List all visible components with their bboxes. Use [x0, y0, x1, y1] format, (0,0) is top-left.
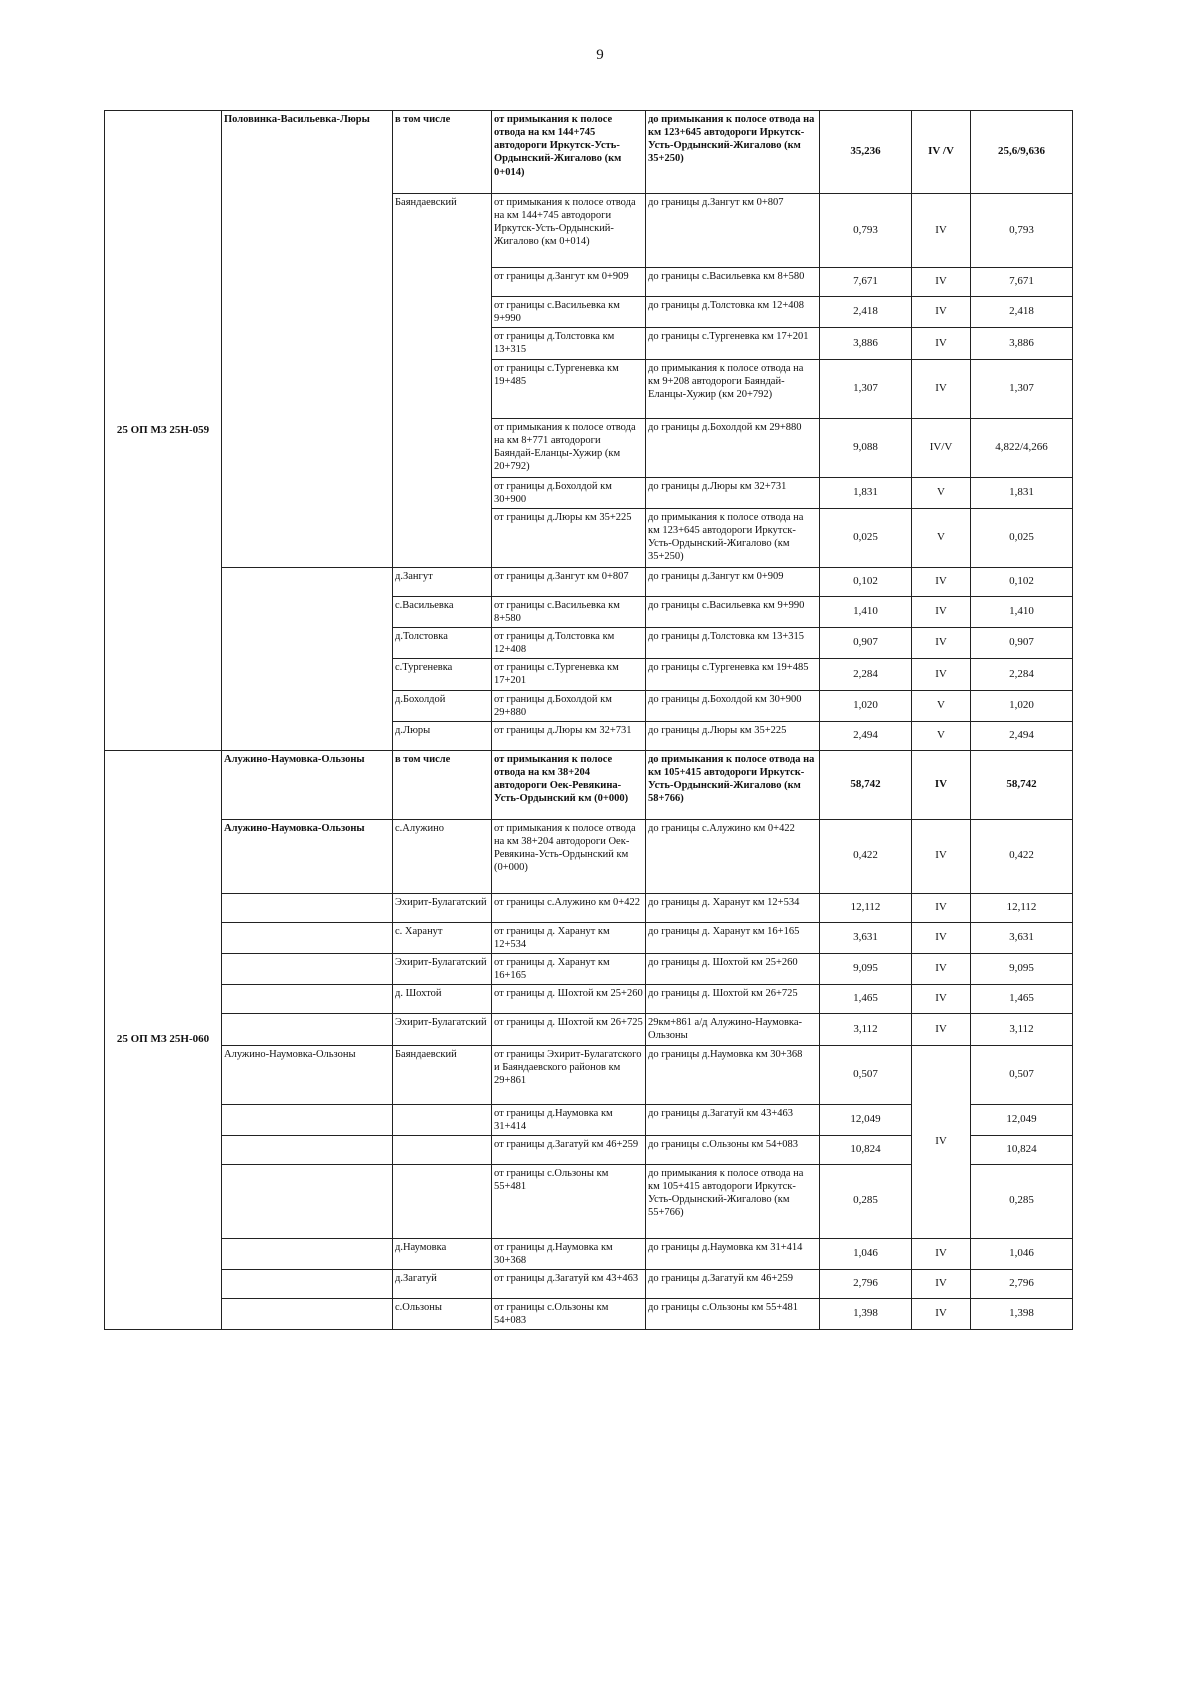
- road-name: Половинка-Васильевка-Люры: [222, 111, 393, 568]
- road-name: [222, 922, 393, 953]
- road-category: IV/V: [912, 418, 971, 477]
- segment-length: 58,742: [820, 750, 912, 819]
- segment-length: 1,020: [820, 690, 912, 721]
- section-name: [393, 1135, 492, 1164]
- surface-value: 9,095: [971, 954, 1073, 985]
- section-name: Эхирит-Булагатский: [393, 1014, 492, 1045]
- road-category: IV: [912, 922, 971, 953]
- segment-length: 3,112: [820, 1014, 912, 1045]
- surface-value: 0,507: [971, 1045, 1073, 1104]
- surface-value: 2,418: [971, 297, 1073, 328]
- segment-from: от примыкания к полосе отвода на км 38+204 автодороги Оек-Ревякина-Усть-Ордынский км (0+000): [492, 750, 646, 819]
- segment-from: от границы д.Бохолдой км 29+880: [492, 690, 646, 721]
- road-category: V: [912, 477, 971, 508]
- segment-length: 35,236: [820, 111, 912, 194]
- table-row: [105, 1045, 1073, 1104]
- road-category: IV: [912, 750, 971, 819]
- section-name: с. Харанут: [393, 922, 492, 953]
- segment-from: от границы с.Тургеневка км 19+485: [492, 359, 646, 418]
- segment-to: до границы д.Бохолдой км 29+880: [646, 418, 820, 477]
- segment-from: от границы д.Загатуй км 43+463: [492, 1270, 646, 1299]
- road-name: [222, 1299, 393, 1330]
- surface-value: 12,049: [971, 1104, 1073, 1135]
- segment-to: до примыкания к полосе отвода на км 105+415 автодороги Иркутск-Усть-Ордынский-Жигалово (км 58+766): [646, 750, 820, 819]
- segment-to: до примыкания к полосе отвода на км 123+645 автодороги Иркутск-Усть-Ордынский-Жигалово (км 35+250): [646, 111, 820, 194]
- table-row: [105, 819, 1073, 893]
- surface-value: 25,6/9,636: [971, 111, 1073, 194]
- road-category: IV: [912, 893, 971, 922]
- road-category: IV /V: [912, 111, 971, 194]
- road-category: IV: [912, 194, 971, 268]
- road-category: IV: [912, 596, 971, 627]
- segment-from: от границы д.Наумовка км 30+368: [492, 1238, 646, 1269]
- table-row: [105, 1238, 1073, 1269]
- surface-value: 3,886: [971, 328, 1073, 359]
- section-name: д.Зангут: [393, 567, 492, 596]
- segment-from: от примыкания к полосе отвода на км 38+204 автодороги Оек-Ревякина-Усть-Ордынский км (0+000): [492, 819, 646, 893]
- road-category: IV: [912, 328, 971, 359]
- section-name: [393, 1104, 492, 1135]
- road-category: IV: [912, 1045, 971, 1238]
- segment-length: 12,049: [820, 1104, 912, 1135]
- surface-value: 2,796: [971, 1270, 1073, 1299]
- road-code: 25 ОП МЗ 25Н-059: [105, 111, 222, 751]
- section-name: д. Шохтой: [393, 985, 492, 1014]
- table-row: [105, 893, 1073, 922]
- segment-to: до границы д.Бохолдой км 30+900: [646, 690, 820, 721]
- segment-to: до границы д.Толстовка км 13+315: [646, 628, 820, 659]
- segment-to: до границы д.Зангут км 0+807: [646, 194, 820, 268]
- road-category: IV: [912, 628, 971, 659]
- road-category: IV: [912, 985, 971, 1014]
- surface-value: 1,020: [971, 690, 1073, 721]
- road-category: V: [912, 721, 971, 750]
- road-category: V: [912, 690, 971, 721]
- road-name: [222, 1014, 393, 1045]
- section-name: [393, 1164, 492, 1238]
- surface-value: 1,398: [971, 1299, 1073, 1330]
- surface-value: 12,112: [971, 893, 1073, 922]
- section-name: с.Ользоны: [393, 1299, 492, 1330]
- road-name: [222, 1238, 393, 1269]
- section-name: Эхирит-Булагатский: [393, 954, 492, 985]
- table-row: [105, 954, 1073, 985]
- segment-length: 3,631: [820, 922, 912, 953]
- road-category: IV: [912, 359, 971, 418]
- road-name: [222, 1104, 393, 1135]
- segment-to: до границы д. Харанут км 12+534: [646, 893, 820, 922]
- segment-from: от границы д. Харанут км 16+165: [492, 954, 646, 985]
- road-category: IV: [912, 1299, 971, 1330]
- segment-length: 7,671: [820, 268, 912, 297]
- segment-from: от границы д.Бохолдой км 30+900: [492, 477, 646, 508]
- table-row: [105, 567, 1073, 596]
- section-name: д.Толстовка: [393, 628, 492, 659]
- segment-to: до границы с.Тургеневка км 19+485: [646, 659, 820, 690]
- road-name: Алужино-Наумовка-Ользоны: [222, 750, 393, 819]
- segment-length: 0,907: [820, 628, 912, 659]
- segment-from: от границы д. Шохтой км 26+725: [492, 1014, 646, 1045]
- section-name: Эхирит-Булагатский: [393, 893, 492, 922]
- table-row: [105, 750, 1073, 819]
- road-category: IV: [912, 954, 971, 985]
- road-code: 25 ОП МЗ 25Н-060: [105, 750, 222, 1330]
- segment-from: от границы д.Толстовка км 13+315: [492, 328, 646, 359]
- segment-to: до примыкания к полосе отвода на км 123+645 автодороги Иркутск-Усть-Ордынский-Жигалово (км 35+250): [646, 508, 820, 567]
- segment-length: 1,398: [820, 1299, 912, 1330]
- surface-value: 0,793: [971, 194, 1073, 268]
- segment-from: от границы д. Харанут км 12+534: [492, 922, 646, 953]
- segment-from: от примыкания к полосе отвода на км 144+745 автодороги Иркутск-Усть-Ордынский-Жигалово (км 0+014): [492, 111, 646, 194]
- segment-to: до границы д.Наумовка км 30+368: [646, 1045, 820, 1104]
- segment-length: 1,465: [820, 985, 912, 1014]
- table-row: [105, 1299, 1073, 1330]
- segment-length: 0,422: [820, 819, 912, 893]
- segment-to: до границы с.Тургеневка км 17+201: [646, 328, 820, 359]
- segment-to: до границы с.Васильевка км 8+580: [646, 268, 820, 297]
- road-name: [222, 567, 393, 750]
- segment-to: до примыкания к полосе отвода на км 105+415 автодороги Иркутск-Усть-Ордынский-Жигалово (км 55+766): [646, 1164, 820, 1238]
- section-name: д.Наумовка: [393, 1238, 492, 1269]
- segment-length: 2,796: [820, 1270, 912, 1299]
- segment-from: от границы д.Толстовка км 12+408: [492, 628, 646, 659]
- segment-length: 1,410: [820, 596, 912, 627]
- segment-from: от границы д.Зангут км 0+807: [492, 567, 646, 596]
- road-name: [222, 985, 393, 1014]
- segment-length: 12,112: [820, 893, 912, 922]
- segment-length: 0,793: [820, 194, 912, 268]
- segment-to: до границы д. Шохтой км 25+260: [646, 954, 820, 985]
- surface-value: 10,824: [971, 1135, 1073, 1164]
- table-row: [105, 922, 1073, 953]
- surface-value: 2,284: [971, 659, 1073, 690]
- segment-length: 10,824: [820, 1135, 912, 1164]
- segment-length: 2,494: [820, 721, 912, 750]
- segment-from: от границы Эхирит-Булагатского и Баяндаевского районов км 29+861: [492, 1045, 646, 1104]
- road-name: Алужино-Наумовка-Ользоны: [222, 819, 393, 893]
- segment-to: до границы д.Наумовка км 31+414: [646, 1238, 820, 1269]
- surface-value: 1,410: [971, 596, 1073, 627]
- segment-from: от границы д. Шохтой км 25+260: [492, 985, 646, 1014]
- section-name: с.Тургеневка: [393, 659, 492, 690]
- segment-from: от границы д.Люры км 32+731: [492, 721, 646, 750]
- segment-to: до границы д.Толстовка км 12+408: [646, 297, 820, 328]
- roads-table: [104, 110, 1073, 1330]
- segment-length: 1,046: [820, 1238, 912, 1269]
- segment-length: 0,507: [820, 1045, 912, 1104]
- road-category: IV: [912, 1014, 971, 1045]
- road-category: IV: [912, 1238, 971, 1269]
- segment-to: до границы д.Люры км 32+731: [646, 477, 820, 508]
- segment-from: от границы д.Загатуй км 46+259: [492, 1135, 646, 1164]
- table-row: [105, 111, 1073, 194]
- segment-to: до границы с.Алужино км 0+422: [646, 819, 820, 893]
- surface-value: 1,831: [971, 477, 1073, 508]
- section-name: с.Алужино: [393, 819, 492, 893]
- surface-value: 1,307: [971, 359, 1073, 418]
- segment-to: до границы д.Зангут км 0+909: [646, 567, 820, 596]
- segment-to: до границы д.Люры км 35+225: [646, 721, 820, 750]
- surface-value: 3,112: [971, 1014, 1073, 1045]
- segment-from: от примыкания к полосе отвода на км 144+745 автодороги Иркутск-Усть-Ордынский-Жигалово (км 0+014): [492, 194, 646, 268]
- segment-to: до границы с.Ользоны км 54+083: [646, 1135, 820, 1164]
- road-name: [222, 1135, 393, 1164]
- segment-to: 29км+861 а/д Алужино-Наумовка-Ользоны: [646, 1014, 820, 1045]
- segment-length: 1,307: [820, 359, 912, 418]
- table-row: [105, 1014, 1073, 1045]
- segment-length: 9,095: [820, 954, 912, 985]
- segment-length: 0,025: [820, 508, 912, 567]
- surface-value: 0,102: [971, 567, 1073, 596]
- segment-to: до примыкания к полосе отвода на км 9+208 автодороги Баяндай-Еланцы-Хужир (км 20+792): [646, 359, 820, 418]
- table-row: [105, 1270, 1073, 1299]
- road-category: V: [912, 508, 971, 567]
- road-category: IV: [912, 567, 971, 596]
- segment-to: до границы с.Васильевка км 9+990: [646, 596, 820, 627]
- segment-to: до границы д.Загатуй км 46+259: [646, 1270, 820, 1299]
- segment-to: до границы с.Ользоны км 55+481: [646, 1299, 820, 1330]
- segment-length: 0,102: [820, 567, 912, 596]
- segment-to: до границы д.Загатуй км 43+463: [646, 1104, 820, 1135]
- road-name: [222, 1270, 393, 1299]
- section-name: в том числе: [393, 111, 492, 194]
- segment-from: от границы с.Васильевка км 9+990: [492, 297, 646, 328]
- road-name: [222, 893, 393, 922]
- segment-length: 3,886: [820, 328, 912, 359]
- segment-length: 2,284: [820, 659, 912, 690]
- section-name: Баяндаевский: [393, 194, 492, 568]
- surface-value: 7,671: [971, 268, 1073, 297]
- road-name: [222, 954, 393, 985]
- segment-from: от границы д.Люры км 35+225: [492, 508, 646, 567]
- page-number: 9: [596, 47, 604, 63]
- surface-value: 0,025: [971, 508, 1073, 567]
- section-name: д.Люры: [393, 721, 492, 750]
- road-category: IV: [912, 268, 971, 297]
- road-name: [222, 1164, 393, 1238]
- segment-from: от границы д.Наумовка км 31+414: [492, 1104, 646, 1135]
- table-row: [105, 985, 1073, 1014]
- segment-from: от границы с.Тургеневка км 17+201: [492, 659, 646, 690]
- segment-from: от границы с.Васильевка км 8+580: [492, 596, 646, 627]
- surface-value: 0,422: [971, 819, 1073, 893]
- segment-length: 9,088: [820, 418, 912, 477]
- road-category: IV: [912, 659, 971, 690]
- section-name: д.Бохолдой: [393, 690, 492, 721]
- surface-value: 0,907: [971, 628, 1073, 659]
- segment-from: от границы д.Зангут км 0+909: [492, 268, 646, 297]
- road-name: Алужино-Наумовка-Ользоны: [222, 1045, 393, 1104]
- surface-value: 1,046: [971, 1238, 1073, 1269]
- segment-length: 1,831: [820, 477, 912, 508]
- section-name: Баяндаевский: [393, 1045, 492, 1104]
- surface-value: 0,285: [971, 1164, 1073, 1238]
- surface-value: 2,494: [971, 721, 1073, 750]
- surface-value: 1,465: [971, 985, 1073, 1014]
- road-category: IV: [912, 1270, 971, 1299]
- segment-from: от границы с.Ользоны км 54+083: [492, 1299, 646, 1330]
- surface-value: 4,822/4,266: [971, 418, 1073, 477]
- surface-value: 3,631: [971, 922, 1073, 953]
- segment-length: 0,285: [820, 1164, 912, 1238]
- road-category: IV: [912, 819, 971, 893]
- segment-from: от границы с.Ользоны км 55+481: [492, 1164, 646, 1238]
- segment-from: от примыкания к полосе отвода на км 8+771 автодороги Баяндай-Еланцы-Хужир (км 20+792): [492, 418, 646, 477]
- segment-to: до границы д. Шохтой км 26+725: [646, 985, 820, 1014]
- segment-from: от границы с.Алужино км 0+422: [492, 893, 646, 922]
- section-name: с.Васильевка: [393, 596, 492, 627]
- segment-length: 2,418: [820, 297, 912, 328]
- section-name: д.Загатуй: [393, 1270, 492, 1299]
- surface-value: 58,742: [971, 750, 1073, 819]
- road-category: IV: [912, 297, 971, 328]
- section-name: в том числе: [393, 750, 492, 819]
- segment-to: до границы д. Харанут км 16+165: [646, 922, 820, 953]
